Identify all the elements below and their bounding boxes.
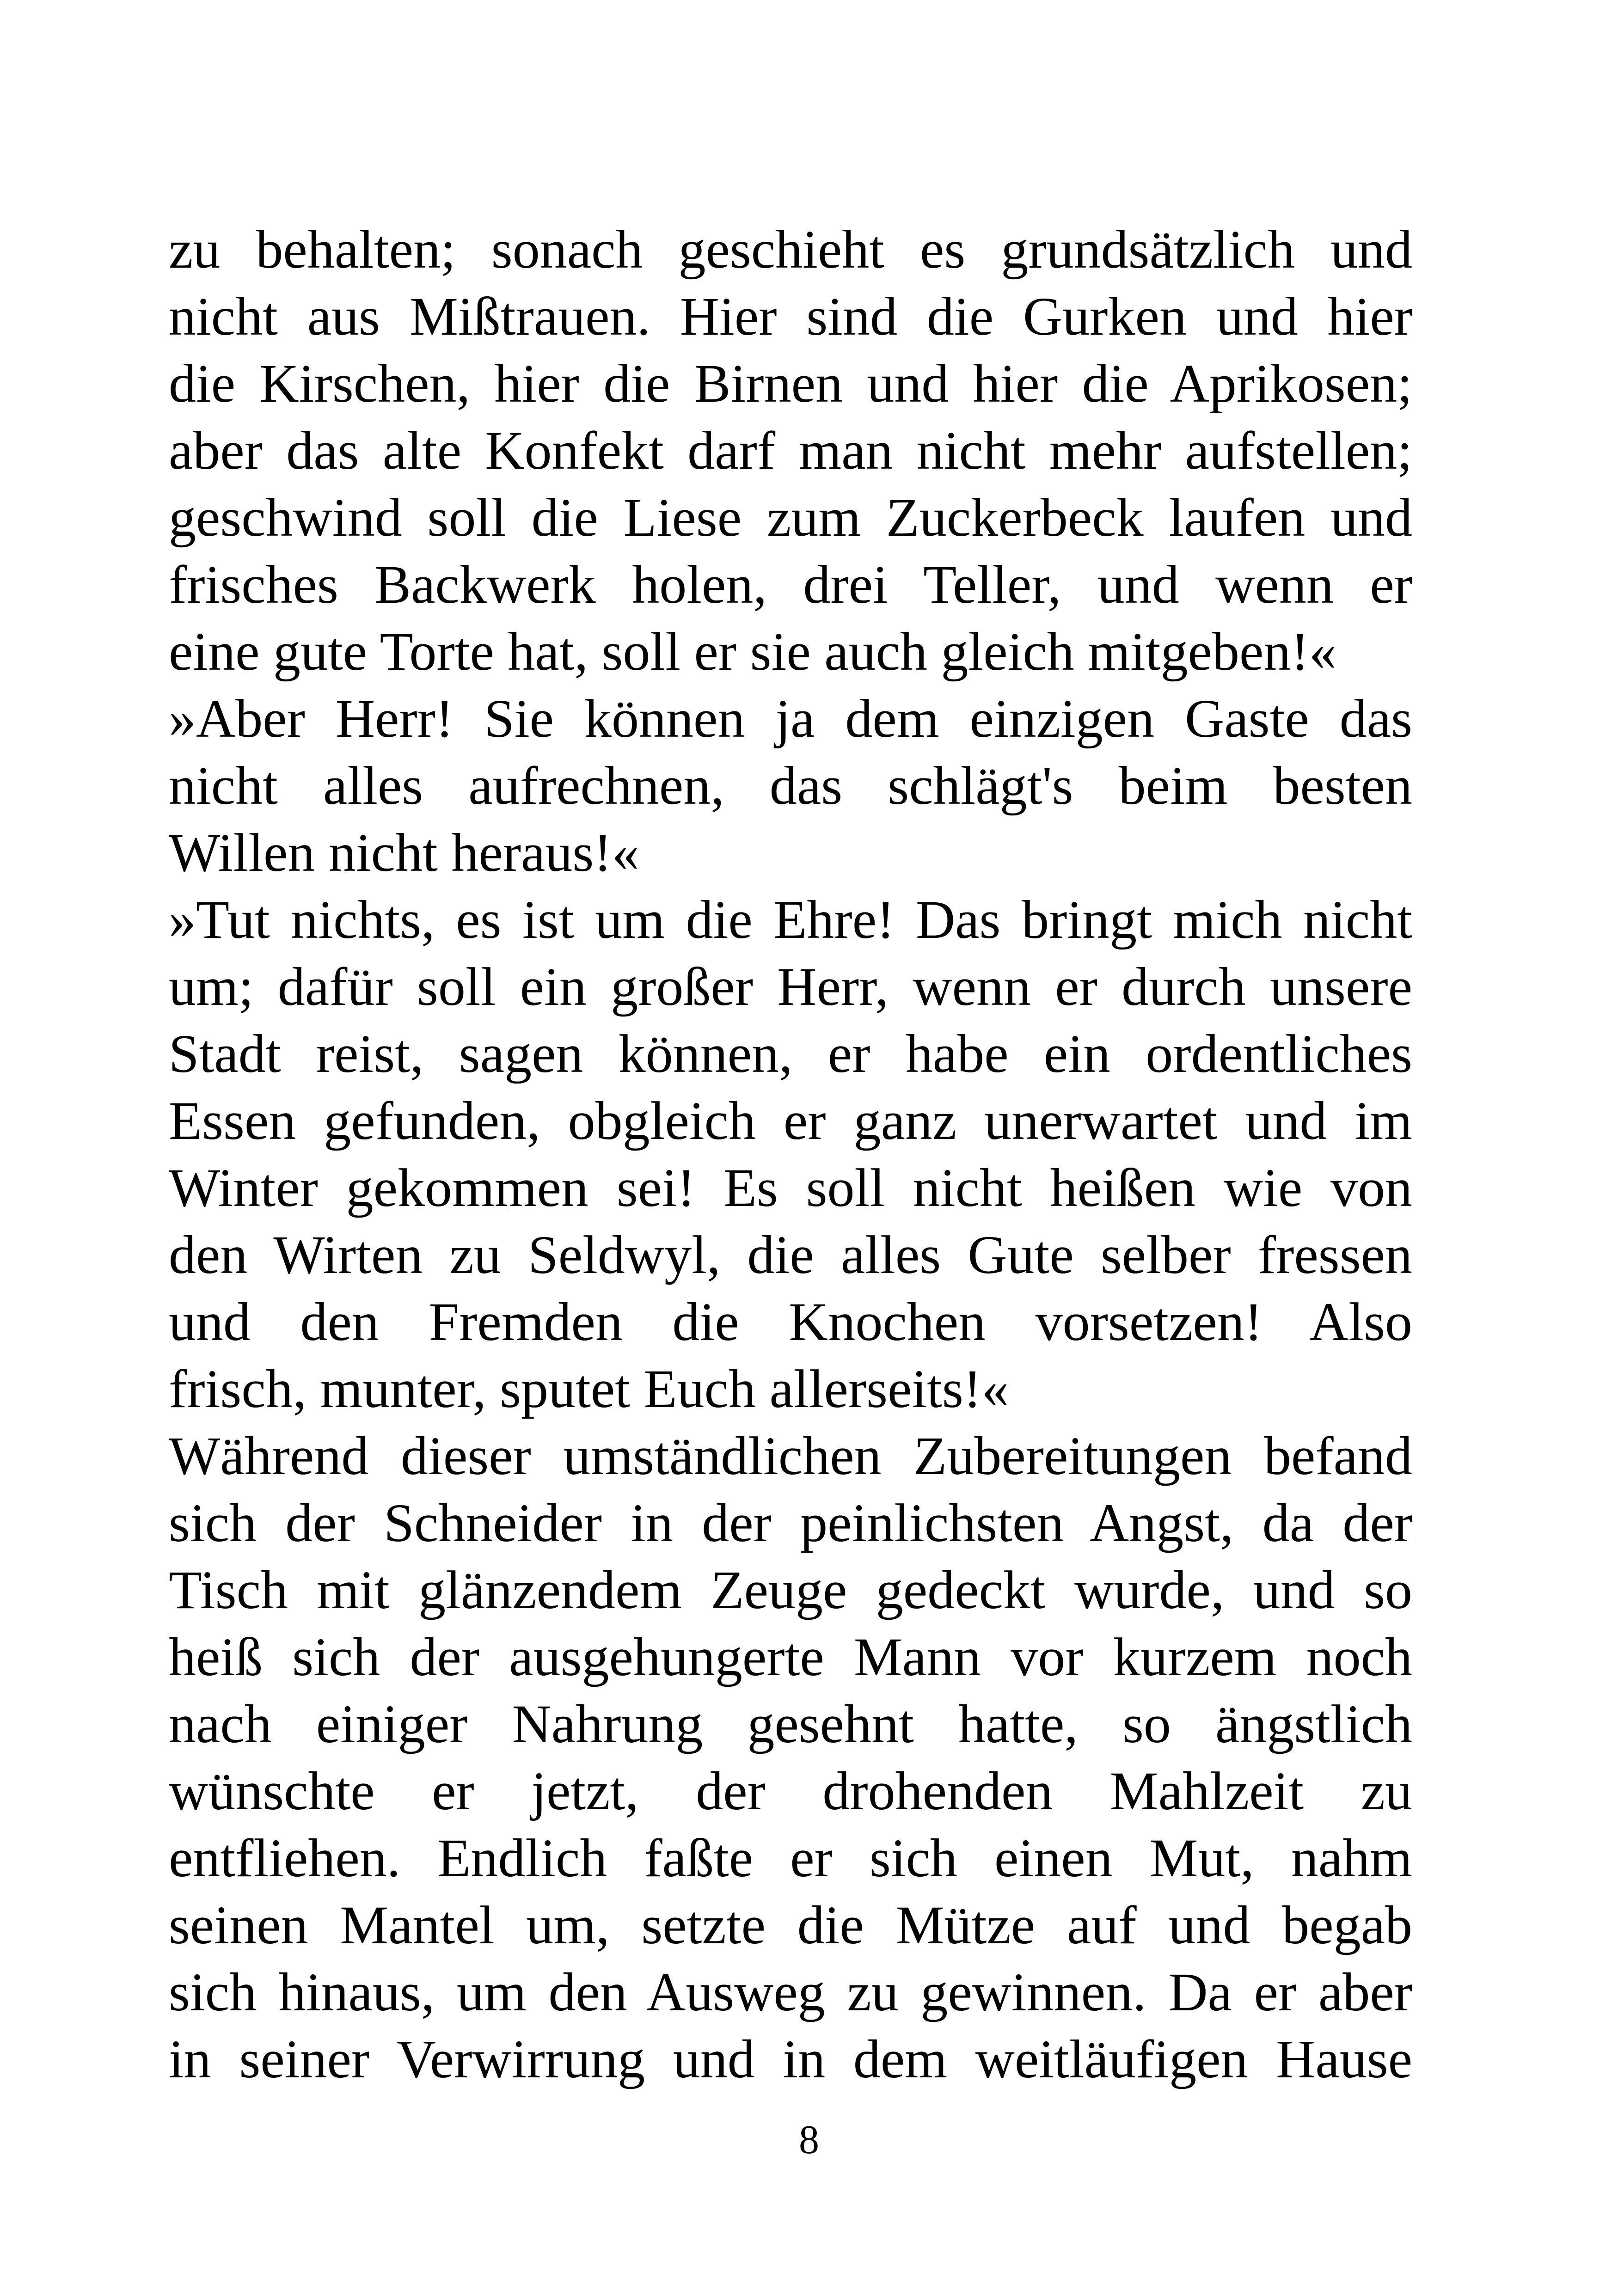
text-line: aber das alte Konfekt darf man nicht mehr aufstellen; <box>169 420 1412 481</box>
text-line: Willen nicht heraus!« <box>169 822 639 883</box>
text-line: nicht aus Mißtrauen. Hier sind die Gurken und hier <box>169 286 1412 347</box>
text-line: den Wirten zu Seldwyl, die alles Gute selber fressen <box>169 1225 1412 1285</box>
text-line: frisches Backwerk holen, drei Teller, und wenn er <box>169 554 1412 615</box>
text-line: entfliehen. Endlich faßte er sich einen Mut, nahm <box>169 1828 1412 1888</box>
text-line: heiß sich der ausgehungerte Mann vor kurzem noch <box>169 1627 1412 1687</box>
text-line: und den Fremden die Knochen vorsetzen! Also <box>169 1292 1412 1352</box>
text-line: Tisch mit glänzendem Zeuge gedeckt wurde, und so <box>169 1560 1412 1620</box>
text-line: nach einiger Nahrung gesehnt hatte, so ängstlich <box>169 1694 1412 1754</box>
text-line: Winter gekommen sei! Es soll nicht heißen wie von <box>169 1157 1412 1218</box>
text-line: seinen Mantel um, setzte die Mütze auf und begab <box>169 1895 1412 1955</box>
text-line: »Tut nichts, es ist um die Ehre! Das bringt mich nicht <box>169 889 1412 950</box>
text-line: Stadt reist, sagen können, er habe ein ordentliches <box>169 1023 1412 1084</box>
text-line: frisch, munter, sputet Euch allerseits!« <box>169 1359 1009 1419</box>
text-line: sich hinaus, um den Ausweg zu gewinnen. Da er aber <box>169 1962 1412 2022</box>
body-text <box>169 216 1412 2093</box>
text-line: »Aber Herr! Sie können ja dem einzigen Gaste das <box>169 688 1412 749</box>
text-line: Essen gefunden, obgleich er ganz unerwartet und im <box>169 1090 1412 1151</box>
text-line: nicht alles aufrechnen, das schlägt's beim besten <box>169 755 1412 816</box>
text-line: zu behalten; sonach geschieht es grundsätzlich und <box>169 219 1412 280</box>
text-line: geschwind soll die Liese zum Zuckerbeck laufen und <box>169 487 1412 548</box>
text-line: Während dieser umständlichen Zubereitungen befand <box>169 1426 1412 1486</box>
text-line: eine gute Torte hat, soll er sie auch gleich mitgeben!« <box>169 621 1336 682</box>
text-line: sich der Schneider in der peinlichsten Angst, da der <box>169 1493 1412 1553</box>
text-line: um; dafür soll ein großer Herr, wenn er durch unsere <box>169 956 1412 1017</box>
page-number: 8 <box>799 2118 819 2162</box>
text-line: wünschte er jetzt, der drohenden Mahlzeit zu <box>169 1761 1412 1821</box>
text-line: in seiner Verwirrung und in dem weitläufigen Hause <box>169 2029 1412 2089</box>
text-line: die Kirschen, hier die Birnen und hier die Aprikosen; <box>169 353 1412 414</box>
